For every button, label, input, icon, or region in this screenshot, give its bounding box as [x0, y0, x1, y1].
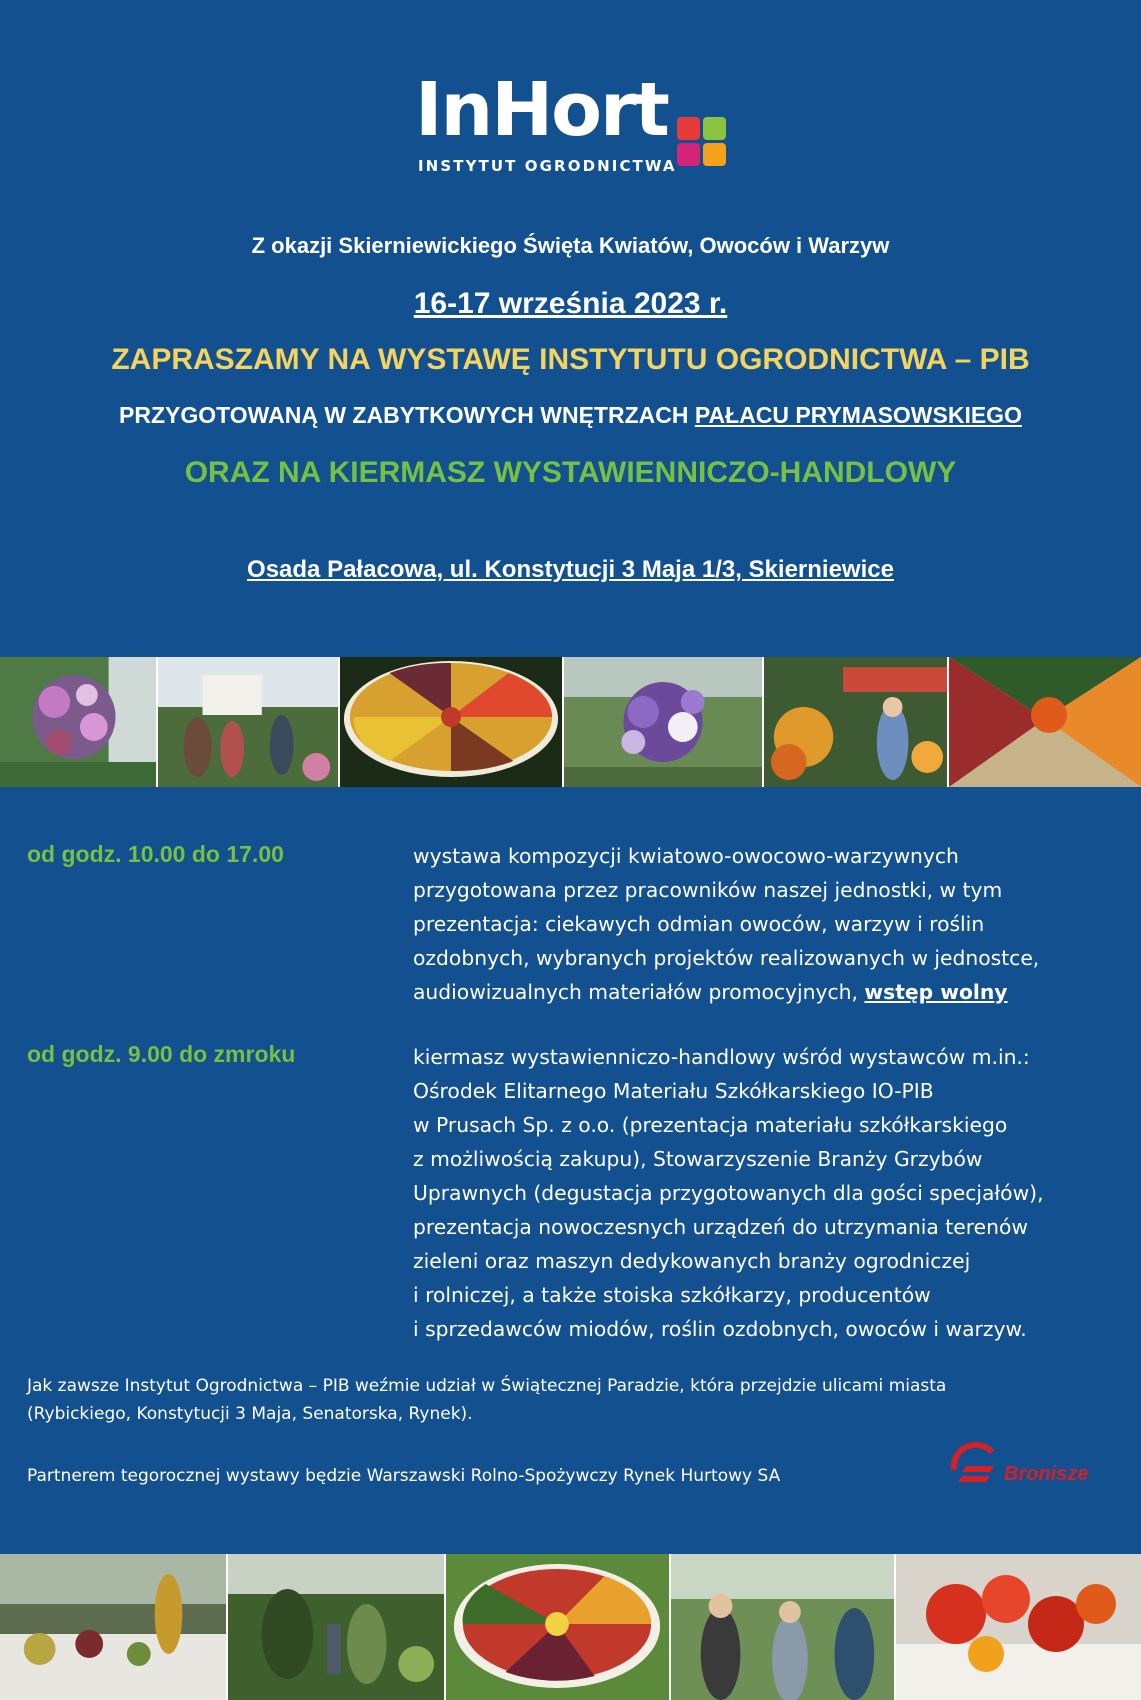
fair-heading: ORAZ NA KIERMASZ WYSTAWIENNICZO-HANDLOWY: [184, 456, 957, 489]
red-flowers-photo: [896, 1554, 1141, 1700]
description-line: prezentacja: ciekawych odmian owoców, warzyw i roślin: [413, 912, 985, 936]
schedule-time-fair: od godz. 9.00 do zmroku: [27, 1041, 296, 1067]
description-line: ozdobnych, wybranych projektów realizowanych w jednostce,: [413, 946, 1040, 970]
prepared-prefix: PRZYGOTOWANĄ W ZABYTKOWYCH WNĘTRZACH: [119, 402, 695, 428]
schedule-time-exhibition: od godz. 10.00 do 17.00: [27, 841, 284, 867]
description-line: z możliwością zakupu), Stowarzyszenie Branży Grzybów: [413, 1147, 983, 1171]
description-line: przygotowana przez pracowników naszej jednostki, w tym: [413, 878, 1003, 902]
logo-square-green: [703, 117, 726, 140]
garden-market-photo: [764, 657, 949, 787]
visitors-plants-photo: [158, 657, 340, 787]
description-line: [413, 975, 1133, 1009]
plant-market-photo: [228, 1554, 446, 1700]
invitation-heading: ZAPRASZAMY NA WYSTAWĘ INSTYTUTU OGRODNICTWA – PIB: [111, 343, 1030, 376]
schedule-description-exhibition: [413, 839, 1133, 1009]
bronisze-logo: [948, 1440, 1108, 1496]
description-line: kiermasz wystawienniczo-handlowy wśród wystawców m.in.:: [413, 1045, 1030, 1069]
description-line: zieleni oraz maszyn dedykowanych branży ogrodniczej: [413, 1249, 971, 1273]
description-line: i sprzedawców miodów, roślin ozdobnych, owoców i warzyw.: [413, 1317, 1027, 1341]
fruit-wheel-photo: [340, 657, 564, 787]
schedule-description-fair: [413, 1040, 1133, 1346]
inhort-logo: [415, 67, 735, 180]
logo-square-red: [677, 117, 700, 140]
partner-note: Partnerem tegorocznej wystawy będzie Warszawski Rolno-Spożywczy Rynek Hurtowy SA: [27, 1466, 781, 1486]
description-line-prefix: audiowizualnych materiałów promocyjnych,: [413, 980, 865, 1004]
logo-subtitle: INSTYTUT OGRODNICTWA: [418, 157, 677, 175]
top-photo-strip: [0, 657, 1141, 787]
vegetable-display-photo: [949, 657, 1141, 787]
parade-note-line: (Rybickiego, Konstytucji 3 Maja, Senatorska, Rynek).: [27, 1404, 473, 1424]
banquet-table-photo: [0, 1554, 228, 1700]
free-entry-text: wstęp wolny: [864, 980, 1008, 1004]
bronisze-emblem-icon: [954, 1445, 994, 1482]
purple-flowers-photo: [564, 657, 764, 787]
description-line: i rolniczej, a także stoiska szkółkarzy, producentów: [413, 1283, 931, 1307]
bronisze-wordmark: Bronisze: [1004, 1463, 1089, 1485]
description-line: wystawa kompozycji kwiatowo-owocowo-warzywnych: [413, 844, 959, 868]
bottom-photo-strip: [0, 1554, 1141, 1700]
logo-square-magenta: [677, 143, 700, 166]
description-line: prezentacja nowoczesnych urządzeń do utrzymania terenów: [413, 1215, 1028, 1239]
flower-arrangement-photo: [0, 657, 158, 787]
vegetable-wheel-photo: [446, 1554, 671, 1700]
event-date: 16-17 września 2023 r.: [413, 287, 728, 320]
description-line: w Prusach Sp. z o.o. (prezentacja materiału szkółkarskiego: [413, 1113, 1008, 1137]
logo-squares-icon: [677, 117, 729, 169]
prepared-line: [0, 402, 1141, 429]
parade-note: [27, 1372, 1127, 1428]
visitors-crowd-photo: [671, 1554, 896, 1700]
logo-wordmark: InHort: [415, 67, 668, 153]
event-address: Osada Pałacowa, ul. Konstytucji 3 Maja 1/3, Skierniewice: [247, 556, 894, 583]
occasion-text: Z okazji Skierniewickiego Święta Kwiatów, Owoców i Warzyw: [251, 233, 890, 258]
logo-square-orange: [703, 143, 726, 166]
description-line: Uprawnych (degustacja przygotowanych dla gości specjałów),: [413, 1181, 1044, 1205]
palace-name: PAŁACU PRYMASOWSKIEGO: [694, 402, 1022, 428]
parade-note-line: Jak zawsze Instytut Ogrodnictwa – PIB weźmie udział w Świątecznej Paradzie, która przejdzie ulicami miasta: [27, 1376, 947, 1396]
description-line: Ośrodek Elitarnego Materiału Szkółkarskiego IO-PIB: [413, 1079, 934, 1103]
